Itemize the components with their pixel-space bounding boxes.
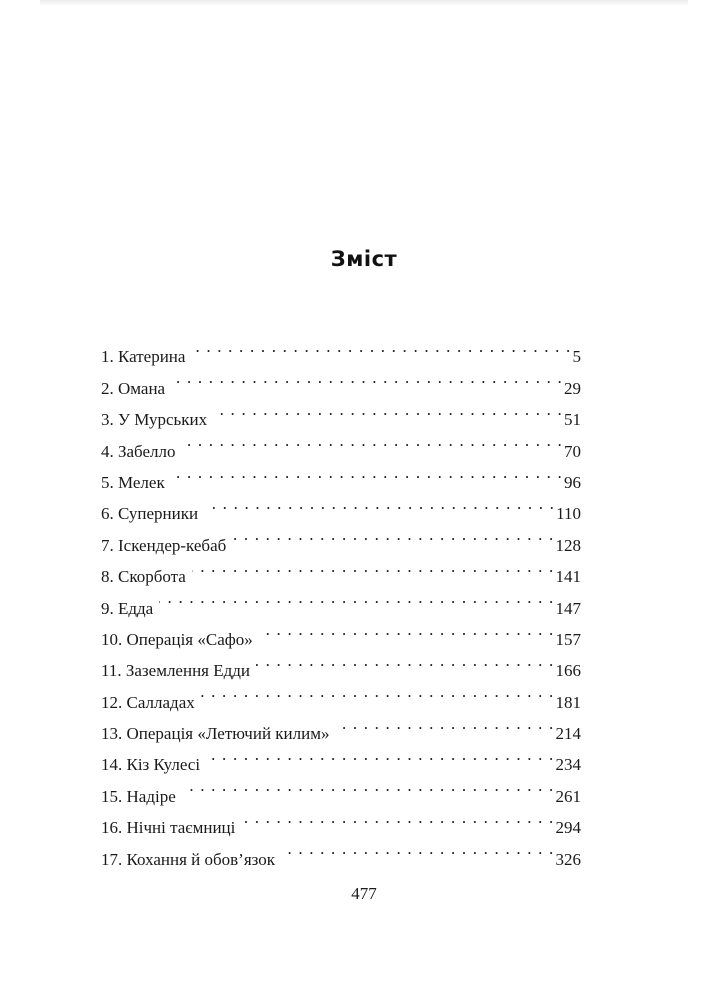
toc-entry-title: 11. Заземлення Едди bbox=[101, 661, 251, 681]
page-top-edge bbox=[40, 0, 688, 6]
page-number: 477 bbox=[351, 884, 377, 903]
toc-entry-title: 8. Скорбота bbox=[101, 567, 186, 587]
toc-dot-leader bbox=[206, 739, 554, 770]
toc-dot-leader bbox=[171, 362, 563, 393]
toc-dot-leader bbox=[204, 488, 555, 519]
toc-dot-leader bbox=[241, 802, 554, 833]
toc-entry-page: 128 bbox=[555, 535, 581, 555]
table-of-contents bbox=[101, 331, 581, 869]
toc-entry-page: 166 bbox=[555, 661, 581, 681]
toc-dot-leader bbox=[259, 614, 555, 645]
toc-entry-page: 326 bbox=[555, 849, 581, 869]
toc-entry-page: 29 bbox=[564, 378, 581, 398]
toc-entry-page: 157 bbox=[555, 629, 581, 649]
toc-entry-page: 141 bbox=[555, 567, 581, 587]
toc-entry-title: 1. Катерина bbox=[101, 347, 186, 367]
toc-entry-title: 5. Мелек bbox=[101, 472, 165, 492]
contents-heading: Зміст bbox=[330, 247, 398, 271]
toc-dot-leader bbox=[232, 519, 554, 550]
toc-entry-page: 5 bbox=[572, 347, 581, 367]
toc-entry-title: 12. Салладах bbox=[101, 692, 195, 712]
toc-entry-page: 261 bbox=[555, 786, 581, 806]
toc-entry-page: 234 bbox=[555, 755, 581, 775]
toc-dot-leader bbox=[256, 645, 554, 676]
toc-dot-leader bbox=[191, 331, 571, 362]
toc-entry-title: 4. Забелло bbox=[101, 441, 176, 461]
toc-entry-title: 10. Операція «Сафо» bbox=[101, 629, 253, 649]
toc-entry-title: 6. Суперники bbox=[101, 504, 199, 524]
toc-entry-page: 294 bbox=[555, 818, 581, 838]
toc-entry-page: 70 bbox=[564, 441, 581, 461]
toc-entry bbox=[101, 488, 581, 524]
toc-dot-leader bbox=[182, 770, 555, 801]
toc-entry-title: 17. Кохання й обов’язок bbox=[101, 849, 276, 869]
toc-dot-leader bbox=[159, 582, 554, 613]
toc-dot-leader bbox=[171, 457, 563, 488]
toc-entry-title: 2. Омана bbox=[101, 378, 166, 398]
toc-entry-title: 3. У Мурських bbox=[101, 410, 208, 430]
toc-entry bbox=[101, 331, 581, 367]
toc-entry-title: 13. Операція «Летючий килим» bbox=[101, 724, 330, 744]
toc-dot-leader bbox=[336, 708, 555, 739]
toc-entry-title: 7. Іскендер-кебаб bbox=[101, 535, 227, 555]
toc-entry bbox=[101, 362, 581, 398]
toc-dot-leader bbox=[213, 394, 563, 425]
toc-entry-title: 9. Едда bbox=[101, 598, 154, 618]
toc-entry bbox=[101, 582, 581, 618]
toc-entry bbox=[101, 457, 581, 492]
toc-entry-title: 15. Надіре bbox=[101, 786, 176, 806]
toc-dot-leader bbox=[201, 676, 555, 707]
toc-entry bbox=[101, 394, 581, 430]
toc-dot-leader bbox=[182, 425, 564, 456]
toc-entry-page: 181 bbox=[555, 692, 581, 712]
toc-dot-leader bbox=[281, 833, 554, 864]
toc-entry bbox=[101, 614, 581, 649]
toc-entry-page: 96 bbox=[564, 472, 581, 492]
toc-entry-title: 14. Кіз Кулесі bbox=[101, 755, 201, 775]
toc-entry-page: 51 bbox=[564, 410, 581, 430]
toc-entry-page: 147 bbox=[555, 598, 581, 618]
toc-entry-page: 110 bbox=[556, 504, 581, 524]
toc-entry-title: 16. Нічні таємниці bbox=[101, 818, 236, 838]
toc-dot-leader bbox=[192, 551, 555, 582]
toc-entry-page: 214 bbox=[555, 724, 581, 744]
